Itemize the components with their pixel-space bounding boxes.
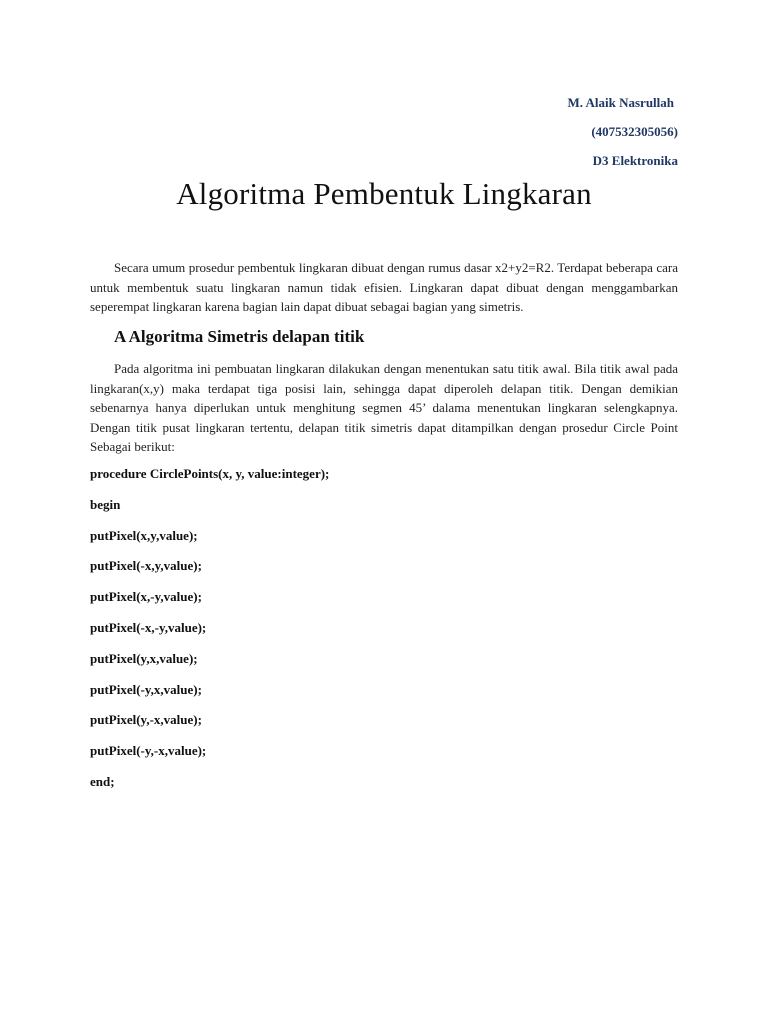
author-name: M. Alaik Nasrullah bbox=[567, 95, 674, 110]
code-line: procedure CirclePoints(x, y, value:integer); bbox=[90, 466, 330, 481]
author-program: D3 Elektronika bbox=[592, 153, 678, 168]
code-line: putPixel(-y,-x,value); bbox=[90, 743, 207, 759]
author-student-id: (407532305056) bbox=[591, 124, 678, 139]
code-line: putPixel(x,y,value); bbox=[90, 527, 198, 543]
code-line: putPixel(-x,-y,value); bbox=[90, 619, 207, 635]
code-line: end; bbox=[90, 773, 115, 789]
code-line: putPixel(y,-x,value); bbox=[90, 712, 202, 728]
code-line: putPixel(-x,y,value); bbox=[90, 558, 202, 574]
intro-paragraph: Secara umum prosedur pembentuk lingkaran dibuat dengan rumus dasar x2+y2=R2. Terdapat beberapa cara untuk membentuk suatu lingkaran namun tidak efisien. Lingkaran dapat dibuat dengan menggambarkan seperempat lingkaran karena bagian lain dapat dibuat sebagai bagian yang simetris. bbox=[90, 260, 678, 314]
author-block bbox=[567, 88, 678, 175]
document-title: Algoritma Pembentuk Lingkaran bbox=[176, 176, 592, 211]
code-line: putPixel(y,x,value); bbox=[90, 650, 198, 666]
code-line: putPixel(x,-y,value); bbox=[90, 589, 202, 605]
code-line: putPixel(-y,x,value); bbox=[90, 681, 202, 697]
code-listing bbox=[90, 465, 329, 804]
code-line: begin bbox=[90, 496, 121, 512]
section-heading: A Algoritma Simetris delapan titik bbox=[114, 327, 365, 346]
section-paragraph: Pada algoritma ini pembuatan lingkaran dilakukan dengan menentukan satu titik awal. Bila titik awal pada lingkaran(x,y) maka terdapat tiga posisi lain, sehingga dapat diperoleh delapan titik. Dengan demikian sebenarnya hanya diperlukan untuk menghitung segmen 45’ dalama menentukan lingkaran selengkapnya. Dengan titik pusat lingkaran tertentu, delapan titik simetris dapat ditampilkan dengan prosedur Circle Point Sebagai berikut: bbox=[90, 361, 678, 454]
